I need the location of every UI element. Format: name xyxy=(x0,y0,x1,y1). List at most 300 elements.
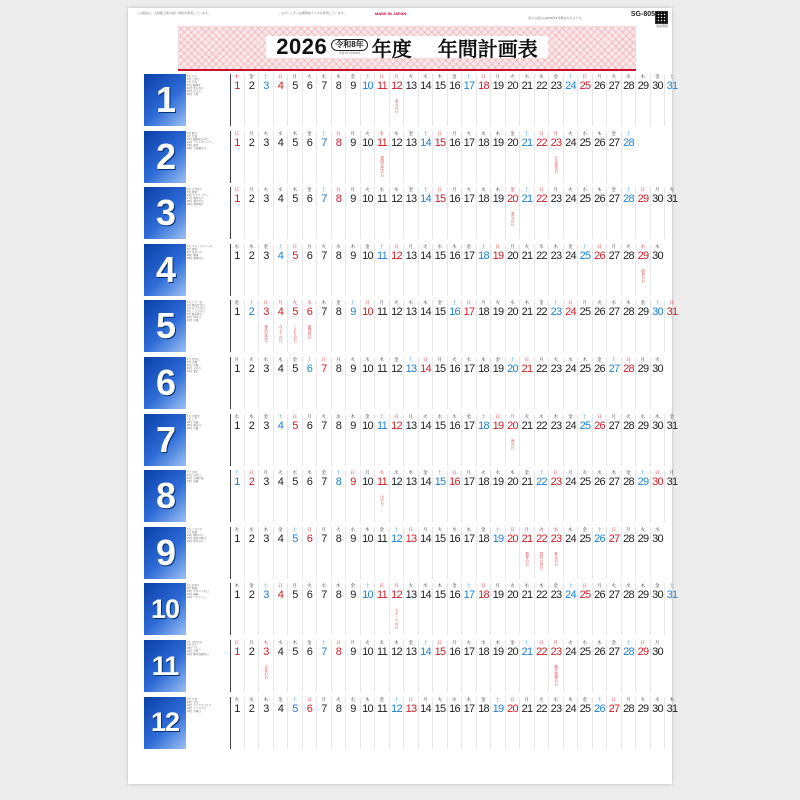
day-cell[interactable] xyxy=(461,244,476,296)
day-cell[interactable] xyxy=(548,470,563,522)
day-cell[interactable] xyxy=(621,187,636,239)
day-cell[interactable] xyxy=(403,131,418,183)
day-cell[interactable] xyxy=(374,357,389,409)
day-cell[interactable] xyxy=(548,74,563,126)
day-cell[interactable] xyxy=(621,583,636,635)
day-cell[interactable] xyxy=(650,244,665,296)
day-cell[interactable] xyxy=(650,583,665,635)
day-cell[interactable] xyxy=(360,470,375,522)
day-cell[interactable] xyxy=(258,74,273,126)
day-cell[interactable] xyxy=(258,414,273,466)
day-cell[interactable] xyxy=(621,470,636,522)
day-cell[interactable] xyxy=(244,697,259,749)
day-cell[interactable] xyxy=(519,414,534,466)
day-cell[interactable] xyxy=(418,357,433,409)
day-cell[interactable] xyxy=(258,357,273,409)
day-cell[interactable] xyxy=(244,131,259,183)
day-cell[interactable] xyxy=(650,187,665,239)
day-cell[interactable] xyxy=(606,357,621,409)
day-cell[interactable] xyxy=(418,470,433,522)
day-cell[interactable] xyxy=(244,357,259,409)
day-cell[interactable] xyxy=(244,187,259,239)
day-cell[interactable] xyxy=(664,697,679,749)
day-cell[interactable] xyxy=(432,414,447,466)
day-cell[interactable] xyxy=(505,640,520,692)
day-cell[interactable] xyxy=(519,187,534,239)
day-cell[interactable] xyxy=(432,74,447,126)
day-cell[interactable] xyxy=(461,697,476,749)
day-cell[interactable] xyxy=(287,244,302,296)
day-cell[interactable] xyxy=(447,74,462,126)
day-cell[interactable] xyxy=(316,470,331,522)
day-cell[interactable] xyxy=(389,527,404,579)
day-cell[interactable] xyxy=(360,244,375,296)
day-cell[interactable] xyxy=(374,74,389,126)
day-cell[interactable] xyxy=(505,527,520,579)
day-cell[interactable] xyxy=(345,74,360,126)
day-cell[interactable] xyxy=(273,697,288,749)
day-cell[interactable] xyxy=(316,640,331,692)
day-cell[interactable] xyxy=(230,414,244,466)
day-cell[interactable] xyxy=(650,300,665,352)
day-cell[interactable] xyxy=(519,74,534,126)
day-cell[interactable] xyxy=(374,640,389,692)
day-cell[interactable] xyxy=(331,74,346,126)
day-cell[interactable] xyxy=(606,187,621,239)
day-cell[interactable] xyxy=(403,527,418,579)
day-cell[interactable] xyxy=(258,131,273,183)
day-cell[interactable] xyxy=(563,74,578,126)
day-cell[interactable] xyxy=(418,640,433,692)
day-cell[interactable] xyxy=(635,357,650,409)
day-cell[interactable] xyxy=(302,527,317,579)
day-cell[interactable] xyxy=(258,300,273,352)
day-cell[interactable] xyxy=(476,583,491,635)
day-cell[interactable] xyxy=(577,244,592,296)
day-cell[interactable] xyxy=(577,131,592,183)
day-cell[interactable] xyxy=(230,583,244,635)
day-cell[interactable] xyxy=(505,470,520,522)
day-cell[interactable] xyxy=(664,414,679,466)
day-cell[interactable] xyxy=(461,74,476,126)
day-cell[interactable] xyxy=(287,131,302,183)
day-cell[interactable] xyxy=(548,583,563,635)
day-cell[interactable] xyxy=(389,74,404,126)
day-cell[interactable] xyxy=(476,640,491,692)
day-cell[interactable] xyxy=(534,640,549,692)
day-cell[interactable] xyxy=(447,131,462,183)
day-cell[interactable] xyxy=(287,300,302,352)
day-cell[interactable] xyxy=(345,414,360,466)
day-cell[interactable] xyxy=(432,187,447,239)
day-cell[interactable] xyxy=(316,583,331,635)
day-cell[interactable] xyxy=(534,583,549,635)
day-cell[interactable] xyxy=(389,697,404,749)
day-cell[interactable] xyxy=(273,527,288,579)
day-cell[interactable] xyxy=(563,357,578,409)
day-cell[interactable] xyxy=(563,697,578,749)
day-cell[interactable] xyxy=(635,300,650,352)
day-cell[interactable] xyxy=(244,640,259,692)
day-cell[interactable] xyxy=(592,697,607,749)
day-cell[interactable] xyxy=(230,131,244,183)
day-cell[interactable] xyxy=(621,74,636,126)
day-cell[interactable] xyxy=(244,583,259,635)
day-cell[interactable] xyxy=(548,131,563,183)
day-cell[interactable] xyxy=(621,131,636,183)
day-cell[interactable] xyxy=(418,74,433,126)
day-cell[interactable] xyxy=(403,74,418,126)
day-cell[interactable] xyxy=(302,414,317,466)
day-cell[interactable] xyxy=(505,131,520,183)
day-cell[interactable] xyxy=(606,74,621,126)
day-cell[interactable] xyxy=(447,527,462,579)
day-cell[interactable] xyxy=(650,357,665,409)
day-cell[interactable] xyxy=(476,527,491,579)
day-cell[interactable] xyxy=(302,470,317,522)
day-cell[interactable] xyxy=(302,131,317,183)
day-cell[interactable] xyxy=(302,357,317,409)
day-cell[interactable] xyxy=(534,470,549,522)
day-cell[interactable] xyxy=(650,414,665,466)
day-cell[interactable] xyxy=(374,187,389,239)
day-cell[interactable] xyxy=(534,74,549,126)
day-cell[interactable] xyxy=(331,131,346,183)
day-cell[interactable] xyxy=(389,414,404,466)
day-cell[interactable] xyxy=(374,244,389,296)
day-cell[interactable] xyxy=(331,583,346,635)
day-cell[interactable] xyxy=(302,583,317,635)
day-cell[interactable] xyxy=(606,244,621,296)
day-cell[interactable] xyxy=(563,244,578,296)
day-cell[interactable] xyxy=(345,697,360,749)
day-cell[interactable] xyxy=(345,357,360,409)
day-cell[interactable] xyxy=(258,583,273,635)
day-cell[interactable] xyxy=(490,74,505,126)
day-cell[interactable] xyxy=(389,357,404,409)
day-cell[interactable] xyxy=(287,74,302,126)
day-cell[interactable] xyxy=(331,527,346,579)
day-cell[interactable] xyxy=(302,697,317,749)
day-cell[interactable] xyxy=(273,131,288,183)
day-cell[interactable] xyxy=(287,470,302,522)
day-cell[interactable] xyxy=(360,357,375,409)
day-cell[interactable] xyxy=(360,131,375,183)
day-cell[interactable] xyxy=(577,187,592,239)
day-cell[interactable] xyxy=(360,583,375,635)
day-cell[interactable] xyxy=(287,414,302,466)
day-cell[interactable] xyxy=(374,414,389,466)
day-cell[interactable] xyxy=(519,357,534,409)
day-cell[interactable] xyxy=(403,414,418,466)
day-cell[interactable] xyxy=(476,414,491,466)
day-cell[interactable] xyxy=(360,187,375,239)
day-cell[interactable] xyxy=(534,187,549,239)
day-cell[interactable] xyxy=(244,414,259,466)
day-cell[interactable] xyxy=(490,131,505,183)
day-cell[interactable] xyxy=(432,131,447,183)
day-cell[interactable] xyxy=(316,74,331,126)
day-cell[interactable] xyxy=(360,300,375,352)
day-cell[interactable] xyxy=(345,244,360,296)
day-cell[interactable] xyxy=(563,300,578,352)
day-cell[interactable] xyxy=(331,470,346,522)
day-cell[interactable] xyxy=(302,300,317,352)
day-cell[interactable] xyxy=(230,357,244,409)
day-cell[interactable] xyxy=(447,414,462,466)
day-cell[interactable] xyxy=(345,527,360,579)
day-cell[interactable] xyxy=(476,697,491,749)
day-cell[interactable] xyxy=(287,357,302,409)
day-cell[interactable] xyxy=(287,583,302,635)
day-cell[interactable] xyxy=(635,470,650,522)
day-cell[interactable] xyxy=(230,300,244,352)
day-cell[interactable] xyxy=(302,74,317,126)
day-cell[interactable] xyxy=(635,187,650,239)
day-cell[interactable] xyxy=(403,640,418,692)
day-cell[interactable] xyxy=(302,187,317,239)
day-cell[interactable] xyxy=(273,74,288,126)
day-cell[interactable] xyxy=(403,300,418,352)
day-cell[interactable] xyxy=(230,470,244,522)
day-cell[interactable] xyxy=(635,74,650,126)
day-cell[interactable] xyxy=(345,583,360,635)
day-cell[interactable] xyxy=(461,414,476,466)
day-cell[interactable] xyxy=(548,357,563,409)
day-cell[interactable] xyxy=(519,583,534,635)
day-cell[interactable] xyxy=(447,470,462,522)
day-cell[interactable] xyxy=(331,697,346,749)
day-cell[interactable] xyxy=(621,640,636,692)
day-cell[interactable] xyxy=(273,357,288,409)
day-cell[interactable] xyxy=(606,131,621,183)
day-cell[interactable] xyxy=(577,300,592,352)
day-cell[interactable] xyxy=(577,640,592,692)
day-cell[interactable] xyxy=(331,300,346,352)
day-cell[interactable] xyxy=(418,187,433,239)
day-cell[interactable] xyxy=(563,131,578,183)
day-cell[interactable] xyxy=(505,697,520,749)
day-cell[interactable] xyxy=(490,300,505,352)
day-cell[interactable] xyxy=(548,300,563,352)
day-cell[interactable] xyxy=(592,640,607,692)
day-cell[interactable] xyxy=(345,131,360,183)
day-cell[interactable] xyxy=(548,187,563,239)
day-cell[interactable] xyxy=(577,414,592,466)
day-cell[interactable] xyxy=(490,187,505,239)
day-cell[interactable] xyxy=(273,244,288,296)
day-cell[interactable] xyxy=(664,187,679,239)
day-cell[interactable] xyxy=(287,187,302,239)
day-cell[interactable] xyxy=(258,244,273,296)
day-cell[interactable] xyxy=(461,187,476,239)
day-cell[interactable] xyxy=(360,697,375,749)
day-cell[interactable] xyxy=(577,357,592,409)
day-cell[interactable] xyxy=(650,527,665,579)
day-cell[interactable] xyxy=(316,697,331,749)
day-cell[interactable] xyxy=(461,583,476,635)
day-cell[interactable] xyxy=(592,131,607,183)
day-cell[interactable] xyxy=(664,470,679,522)
day-cell[interactable] xyxy=(592,300,607,352)
day-cell[interactable] xyxy=(548,697,563,749)
day-cell[interactable] xyxy=(418,300,433,352)
day-cell[interactable] xyxy=(302,244,317,296)
day-cell[interactable] xyxy=(432,300,447,352)
day-cell[interactable] xyxy=(345,187,360,239)
day-cell[interactable] xyxy=(389,187,404,239)
day-cell[interactable] xyxy=(476,187,491,239)
day-cell[interactable] xyxy=(635,640,650,692)
day-cell[interactable] xyxy=(273,470,288,522)
day-cell[interactable] xyxy=(374,300,389,352)
day-cell[interactable] xyxy=(432,583,447,635)
day-cell[interactable] xyxy=(403,187,418,239)
day-cell[interactable] xyxy=(258,640,273,692)
day-cell[interactable] xyxy=(403,357,418,409)
day-cell[interactable] xyxy=(374,697,389,749)
day-cell[interactable] xyxy=(432,697,447,749)
day-cell[interactable] xyxy=(621,357,636,409)
day-cell[interactable] xyxy=(432,470,447,522)
day-cell[interactable] xyxy=(345,470,360,522)
day-cell[interactable] xyxy=(258,697,273,749)
day-cell[interactable] xyxy=(635,583,650,635)
day-cell[interactable] xyxy=(345,640,360,692)
day-cell[interactable] xyxy=(476,74,491,126)
day-cell[interactable] xyxy=(244,470,259,522)
day-cell[interactable] xyxy=(476,357,491,409)
day-cell[interactable] xyxy=(316,244,331,296)
day-cell[interactable] xyxy=(316,527,331,579)
day-cell[interactable] xyxy=(534,300,549,352)
day-cell[interactable] xyxy=(389,244,404,296)
day-cell[interactable] xyxy=(403,583,418,635)
day-cell[interactable] xyxy=(331,357,346,409)
day-cell[interactable] xyxy=(505,187,520,239)
day-cell[interactable] xyxy=(389,640,404,692)
day-cell[interactable] xyxy=(592,244,607,296)
day-cell[interactable] xyxy=(331,640,346,692)
day-cell[interactable] xyxy=(230,74,244,126)
day-cell[interactable] xyxy=(563,187,578,239)
day-cell[interactable] xyxy=(505,583,520,635)
day-cell[interactable] xyxy=(374,527,389,579)
day-cell[interactable] xyxy=(461,470,476,522)
day-cell[interactable] xyxy=(592,470,607,522)
day-cell[interactable] xyxy=(534,414,549,466)
day-cell[interactable] xyxy=(345,300,360,352)
day-cell[interactable] xyxy=(592,187,607,239)
day-cell[interactable] xyxy=(374,470,389,522)
day-cell[interactable] xyxy=(621,414,636,466)
day-cell[interactable] xyxy=(650,697,665,749)
day-cell[interactable] xyxy=(418,131,433,183)
day-cell[interactable] xyxy=(258,470,273,522)
day-cell[interactable] xyxy=(490,414,505,466)
day-cell[interactable] xyxy=(316,187,331,239)
day-cell[interactable] xyxy=(519,697,534,749)
day-cell[interactable] xyxy=(461,131,476,183)
day-cell[interactable] xyxy=(519,300,534,352)
day-cell[interactable] xyxy=(563,640,578,692)
day-cell[interactable] xyxy=(563,414,578,466)
day-cell[interactable] xyxy=(287,697,302,749)
day-cell[interactable] xyxy=(606,300,621,352)
day-cell[interactable] xyxy=(418,414,433,466)
day-cell[interactable] xyxy=(461,357,476,409)
day-cell[interactable] xyxy=(519,131,534,183)
day-cell[interactable] xyxy=(230,640,244,692)
day-cell[interactable] xyxy=(621,527,636,579)
day-cell[interactable] xyxy=(519,470,534,522)
day-cell[interactable] xyxy=(519,640,534,692)
day-cell[interactable] xyxy=(331,187,346,239)
day-cell[interactable] xyxy=(374,131,389,183)
day-cell[interactable] xyxy=(490,527,505,579)
day-cell[interactable] xyxy=(577,697,592,749)
day-cell[interactable] xyxy=(505,244,520,296)
day-cell[interactable] xyxy=(505,74,520,126)
day-cell[interactable] xyxy=(577,527,592,579)
day-cell[interactable] xyxy=(230,244,244,296)
day-cell[interactable] xyxy=(389,131,404,183)
day-cell[interactable] xyxy=(548,244,563,296)
day-cell[interactable] xyxy=(432,357,447,409)
day-cell[interactable] xyxy=(519,244,534,296)
day-cell[interactable] xyxy=(461,640,476,692)
day-cell[interactable] xyxy=(403,244,418,296)
day-cell[interactable] xyxy=(447,187,462,239)
day-cell[interactable] xyxy=(432,640,447,692)
day-cell[interactable] xyxy=(316,131,331,183)
day-cell[interactable] xyxy=(244,527,259,579)
day-cell[interactable] xyxy=(418,697,433,749)
day-cell[interactable] xyxy=(621,300,636,352)
day-cell[interactable] xyxy=(403,470,418,522)
day-cell[interactable] xyxy=(563,527,578,579)
day-cell[interactable] xyxy=(244,300,259,352)
day-cell[interactable] xyxy=(360,640,375,692)
day-cell[interactable] xyxy=(230,697,244,749)
day-cell[interactable] xyxy=(606,583,621,635)
day-cell[interactable] xyxy=(505,357,520,409)
day-cell[interactable] xyxy=(447,640,462,692)
day-cell[interactable] xyxy=(316,357,331,409)
day-cell[interactable] xyxy=(316,300,331,352)
day-cell[interactable] xyxy=(418,527,433,579)
day-cell[interactable] xyxy=(635,697,650,749)
day-cell[interactable] xyxy=(490,583,505,635)
day-cell[interactable] xyxy=(490,697,505,749)
day-cell[interactable] xyxy=(432,244,447,296)
day-cell[interactable] xyxy=(635,414,650,466)
day-cell[interactable] xyxy=(592,583,607,635)
day-cell[interactable] xyxy=(505,300,520,352)
day-cell[interactable] xyxy=(606,470,621,522)
day-cell[interactable] xyxy=(360,414,375,466)
day-cell[interactable] xyxy=(374,583,389,635)
day-cell[interactable] xyxy=(548,414,563,466)
day-cell[interactable] xyxy=(244,244,259,296)
day-cell[interactable] xyxy=(519,527,534,579)
day-cell[interactable] xyxy=(592,74,607,126)
day-cell[interactable] xyxy=(534,131,549,183)
day-cell[interactable] xyxy=(505,414,520,466)
day-cell[interactable] xyxy=(230,187,244,239)
day-cell[interactable] xyxy=(534,697,549,749)
day-cell[interactable] xyxy=(621,244,636,296)
